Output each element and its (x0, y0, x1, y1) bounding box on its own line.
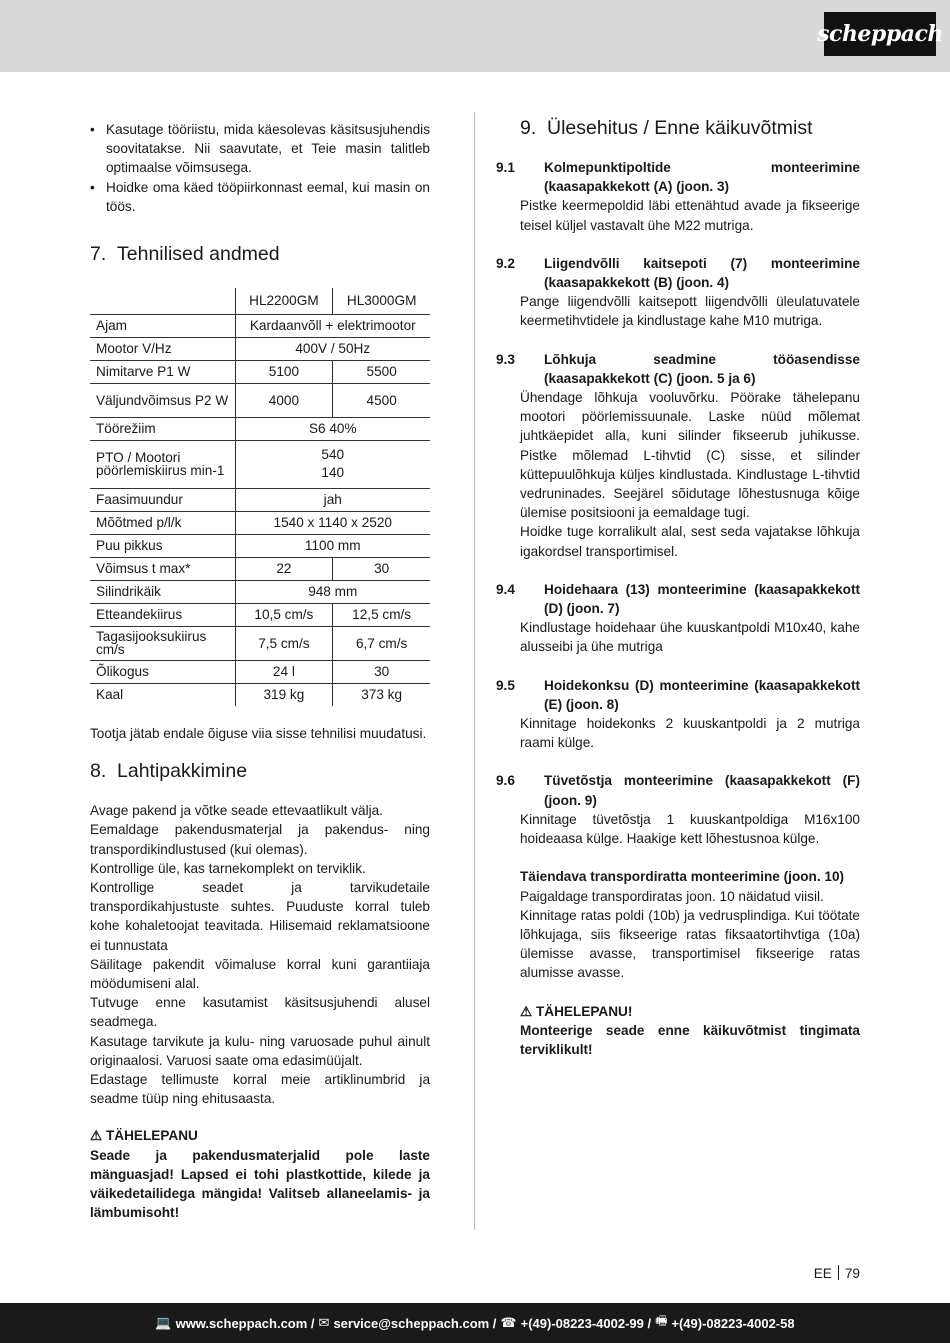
paragraph: Säilitage pakendit võimaluse korral kuni garantiiaja möödumiseni alal. (90, 956, 430, 992)
page-number: EE 79 (813, 1266, 860, 1281)
warning-title: ⚠ TÄHELEPANU! (520, 1003, 633, 1019)
warning-title: ⚠ TÄHELEPANU (90, 1128, 198, 1144)
table-header-hl3000gm: HL3000GM (333, 288, 430, 314)
subsection-9-4: 9.4 Hoidehaara (13) monteerimine (kaasapakkekott (D) (joon. 7) Kindlustage hoidehaar ühe kuuskantpoldi M10x40, kahe alusseibi ja ühe mutriga (496, 581, 860, 655)
paragraph: Kontrollige seadet ja tarvikudetaile transpordikahjustuste suhtes. Puuduste korral tuleb kohe kohaletoojat teavitada. Hilisemaid reklamatsioone ei tunnustata (90, 880, 430, 953)
table-row: Väljundvõimsus P2 W 4000 4500 (90, 383, 430, 417)
fax-number: +(49)-08223-4002-58 (671, 1315, 795, 1331)
table-row: Silindrikäik 948 mm (90, 580, 430, 603)
email-link[interactable]: service@scheppach.com / (333, 1315, 497, 1331)
scheppach-logo: scheppach (824, 12, 936, 56)
paragraph: Eemaldage pakendusmaterjal ja pakendus- ning transpordikindlustused (kui olemas). (90, 822, 430, 857)
subsection-title: 9.6 Tüvetõstja monteerimine (kaasapakkekott (F) (joon. 9) (496, 773, 860, 808)
section-8-heading: 8. Lahtipakkimine (90, 760, 248, 783)
subsection-title: 9.2 Liigendvõlli kaitsepoti (7) monteerimine (kaasapakkekott (B) (joon. 4) (496, 255, 860, 291)
paragraph: Edastage tellimuste korral meie artiklinumbrid ja seadme tüüp ning ehitusaasta. (90, 1072, 430, 1107)
column-divider (474, 112, 475, 1230)
table-row: Töörežiim S6 40% (90, 417, 430, 440)
table-row: Võimsus t max* 22 30 (90, 557, 430, 580)
subsection-9-5: 9.5 Hoidekonksu (D) monteerimine (kaasapakkekott (E) (joon. 8) Kinnitage hoidekonks 2 kuuskantpoldi ja 2 mutriga raami külge. (496, 677, 860, 751)
table-row: Ajam Kardaanvõll + elektrimootor (90, 314, 430, 337)
technical-data-table (90, 288, 430, 706)
paragraph: Kontrollige üle, kas tarnekomplekt on terviklik. (90, 860, 366, 876)
phone-number: +(49)-08223-4002-99 / (520, 1315, 652, 1331)
subsection-title: 9.3 Lõhkuja seadmine tööasendisse (kaasapakkekott (C) (joon. 5 ja 6) (496, 351, 860, 386)
subsection-9-1: 9.1 Kolmepunktipoltide monteerimine (kaasapakkekott (A) (joon. 3) Pistke keermepoldid läbi ettenähtud avade ja fikseerige teisel küljel vastavalt ühe M22 mutriga. (496, 160, 860, 233)
table-row: Kaal 319 kg 373 kg (90, 683, 430, 706)
computer-icon: 💻 (155, 1315, 172, 1330)
warning-box-assembly (520, 1002, 860, 1060)
table-row: Tagasijooksukiirus cm/s 7,5 cm/s 6,7 cm/s (90, 626, 430, 660)
section-9-heading: 9. Ülesehitus / Enne käikuvõtmist (520, 117, 813, 139)
table-row: Õlikogus 24 l 30 (90, 660, 430, 683)
bullet-item: • Hoidke oma käed tööpiirkonnast eemal, kui masin on töös. (90, 178, 430, 216)
phone-icon: ☎ (500, 1315, 517, 1330)
page-footer (0, 1303, 950, 1343)
subsection-9-2: 9.2 Liigendvõlli kaitsepoti (7) monteerimine (kaasapakkekott (B) (joon. 4) Pange liigendvõlli kaitsepott liigendvõlli üleulatuvatele keermetihvtidele ja kindlustage kahe M10 mutriga. (496, 255, 860, 329)
warning-box-children (90, 1126, 430, 1222)
subsection-9-3: 9.3 Lõhkuja seadmine tööasendisse (kaasapakkekott (C) (joon. 5 ja 6) Ühendage lõhkuja vooluvõrku. Pöörake tähelepanu mootori pöörlemissuunale. Laske nüüd mõlemat juhtkäepidet alla, kuni silinder fikseerub juhikusse. Pistke mõlemad L-tihvtid (C) sisse, et silinder küttepuulõhkuja küljes kindlustada. Kindlustage L-tihvtid vedruninades. Seejärel sõidutage lõhestusnuga kõige ülemise positsiooni ja eemaldage tugi. Hoidke tuge korralikult alal, sest seda vajatakse lõhkuja igakordsel transportimisel. (496, 351, 860, 559)
fax-icon: 🖷 (655, 1313, 668, 1328)
subsection-title: 9.4 Hoidehaara (13) monteerimine (kaasapakkekott (D) (joon. 7) (496, 581, 860, 617)
bullet-item: • Kasutage tööriistu, mida käesolevas käsitsusjuhendis soovitatakse. Nii saavutate, et Teie masin talitleb optimaalse võimsusega. (90, 120, 430, 178)
subsection-transport-wheel: Täiendava transpordiratta monteerimine (joon. 10) Paigaldage transpordiratas joon. 10 näidatud viisil. Kinnitage ratas poldi (10b) ja vedrusplindiga. Kui töötate lõhkujaga, siis fikseerige ratas fiksaatortihvtiga (10a) ülemisse avasse, transportimisel fikseerige ratas alumisse avasse. (520, 869, 860, 981)
paragraph: Tutvuge enne kasutamist käsitsusjuhendi alusel seadmega. (90, 995, 430, 1030)
section-8-body (90, 801, 430, 1108)
mail-icon: ✉ (318, 1315, 330, 1330)
table-header-hl2200gm: HL2200GM (235, 288, 333, 314)
page-header (0, 0, 950, 72)
intro-bullet-list (90, 120, 430, 216)
section-7-heading: 7. Tehnilised andmed (90, 243, 280, 266)
table-row: Nimitarve P1 W 5100 5500 (90, 360, 430, 383)
paragraph: Kasutage tarvikute ja kulu- ning varuosade puhul ainult originaalosi. Varuosi saate oma edasimüüjalt. (90, 1033, 430, 1068)
website-link[interactable]: www.scheppach.com / (175, 1315, 315, 1331)
table-row: Etteandekiirus 10,5 cm/s 12,5 cm/s (90, 603, 430, 626)
subsection-9-6: 9.6 Tüvetõstja monteerimine (kaasapakkekott (F) (joon. 9) Kinnitage tüvetõstja 1 kuuskantpoldiga M16x100 hoideaasa külge. Haakige kett lõhestusnoa külge. (496, 773, 860, 847)
subsection-title: 9.1 Kolmepunktipoltide monteerimine (kaasapakkekott (A) (joon. 3) (496, 160, 860, 195)
paragraph: Avage pakend ja võtke seade ettevaatlikult välja. (90, 803, 383, 819)
table-row: Faasimuundur jah (90, 488, 430, 511)
table-row: Mõõtmed p/l/k 1540 x 1140 x 2520 (90, 511, 430, 534)
warning-text: Seade ja pakendusmaterjalid pole laste mänguasjad! Lapsed ei tohi plastkottide, kilede ja väikedetailidega mängida! Valitseb allaneelamis- ja lämbumisoht! (90, 1147, 430, 1221)
subsection-title: Täiendava transpordiratta monteerimine (joon. 10) (520, 869, 845, 885)
table-row: Mootor V/Hz 400V / 50Hz (90, 337, 430, 360)
warning-text: Monteerige seade enne käikuvõtmist tingimata terviklikult! (520, 1022, 860, 1057)
left-column (90, 120, 430, 1222)
table-row: PTO / Mootori pöörlemiskiirus min-1 540 140 (90, 440, 430, 488)
table-footnote: Tootja jätab endale õiguse viia sisse tehnilisi muudatusi. (90, 726, 427, 742)
table-row: Puu pikkus 1100 mm (90, 534, 430, 557)
right-column (496, 116, 860, 1059)
subsection-title: 9.5 Hoidekonksu (D) monteerimine (kaasapakkekott (E) (joon. 8) (496, 677, 860, 712)
